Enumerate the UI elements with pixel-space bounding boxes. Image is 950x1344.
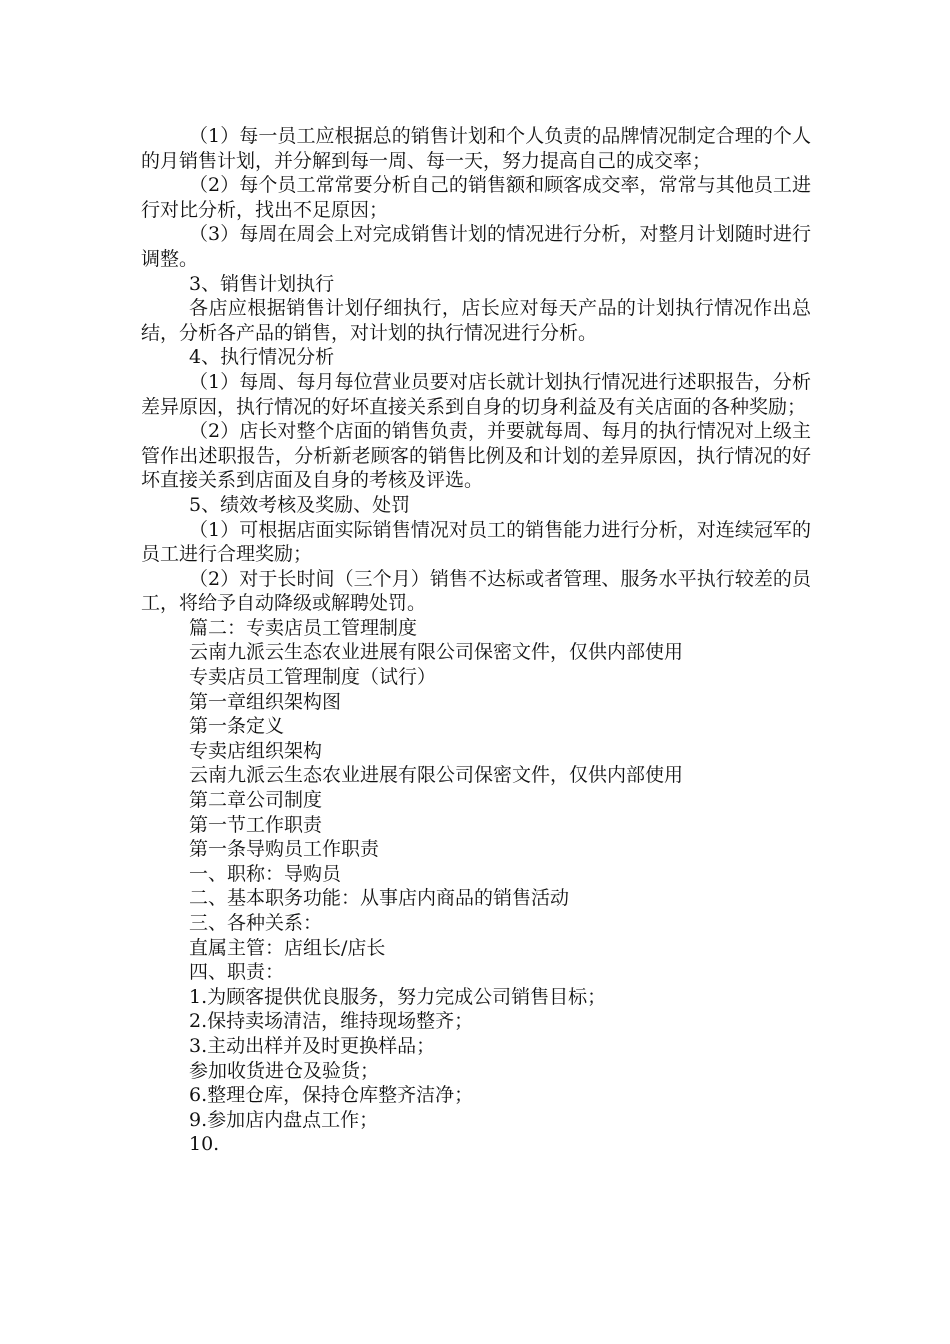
confidential-notice: 云南九派云生态农业进展有限公司保密文件，仅供内部使用 bbox=[189, 764, 684, 787]
article-heading: 第一条导购员工作职责 bbox=[189, 838, 380, 861]
chapter-heading: 第二章公司制度 bbox=[189, 789, 323, 812]
document-title: 专卖店员工管理制度（试行） bbox=[189, 666, 437, 689]
list-item: 10. bbox=[189, 1133, 220, 1156]
line: 直属主管：店组长/店长 bbox=[189, 936, 386, 959]
section-heading: 3、销售计划执行 bbox=[189, 272, 335, 295]
line: 三、各种关系： bbox=[189, 912, 323, 934]
list-item: 6.整理仓库，保持仓库整齐洁净； bbox=[189, 1084, 474, 1107]
list-item: 9.参加店内盘点工作； bbox=[189, 1108, 379, 1131]
paragraph: （1）可根据店面实际销售情况对员工的销售能力进行分析，对连续冠军的员工进行合理奖励； bbox=[141, 518, 811, 566]
confidential-notice: 云南九派云生态农业进展有限公司保密文件，仅供内部使用 bbox=[189, 641, 684, 664]
paragraph: （1）每周、每月每位营业员要对店长就计划执行情况进行述职报告，分析差异原因，执行情况的好坏直接关系到自身的切身利益及有关店面的各种奖励； bbox=[141, 370, 811, 418]
article-title: 篇二：专卖店员工管理制度 bbox=[189, 616, 418, 639]
paragraph: （3）每周在周会上对完成销售计划的情况进行分析，对整月计划随时进行调整。 bbox=[141, 223, 811, 270]
list-item: 3.主动出样并及时更换样品； bbox=[189, 1034, 436, 1057]
section-heading: 5、绩效考核及奖励、处罚 bbox=[189, 493, 411, 516]
paragraph: 各店应根据销售计划仔细执行，店长应对每天产品的计划执行情况作出总结，分析各产品的销售，对计划的执行情况进行分析。 bbox=[141, 297, 811, 344]
line: 专卖店组织架构 bbox=[189, 739, 323, 762]
section-heading: 第一节工作职责 bbox=[189, 813, 323, 836]
chapter-heading: 第一章组织架构图 bbox=[189, 690, 342, 713]
paragraph: （2）店长对整个店面的销售负责，并要就每周、每月的执行情况对上级主管作出述职报告，分析新老顾客的销售比例及和计划的差异原因，执行情况的好坏直接关系到店面及自身的考核及评选。 bbox=[141, 420, 811, 492]
section-heading: 4、执行情况分析 bbox=[189, 346, 335, 369]
list-item: 2.保持卖场清洁，维持现场整齐； bbox=[189, 1010, 474, 1033]
paragraph: （1）每一员工应根据总的销售计划和个人负责的品牌情况制定合理的个人的月销售计划，并分解到每一周、每一天，努力提高自己的成交率； bbox=[141, 125, 811, 172]
article-heading: 第一条定义 bbox=[189, 715, 285, 738]
list-item: 参加收货进仓及验货； bbox=[189, 1059, 380, 1082]
line: 四、职责： bbox=[189, 961, 285, 984]
document-body bbox=[141, 124, 811, 1157]
paragraph: （2）每个员工常常要分析自己的销售额和顾客成交率，常常与其他员工进行对比分析，找出不足原因； bbox=[141, 174, 811, 221]
line: 二、基本职务功能：从事店内商品的销售活动 bbox=[189, 887, 570, 910]
paragraph: （2）对于长时间（三个月）销售不达标或者管理、服务水平执行较差的员工，将给予自动降级或解聘处罚。 bbox=[141, 567, 811, 615]
list-item: 1.为顾客提供优良服务，努力完成公司销售目标； bbox=[189, 985, 607, 1008]
line: 一、职称：导购员 bbox=[189, 862, 342, 885]
